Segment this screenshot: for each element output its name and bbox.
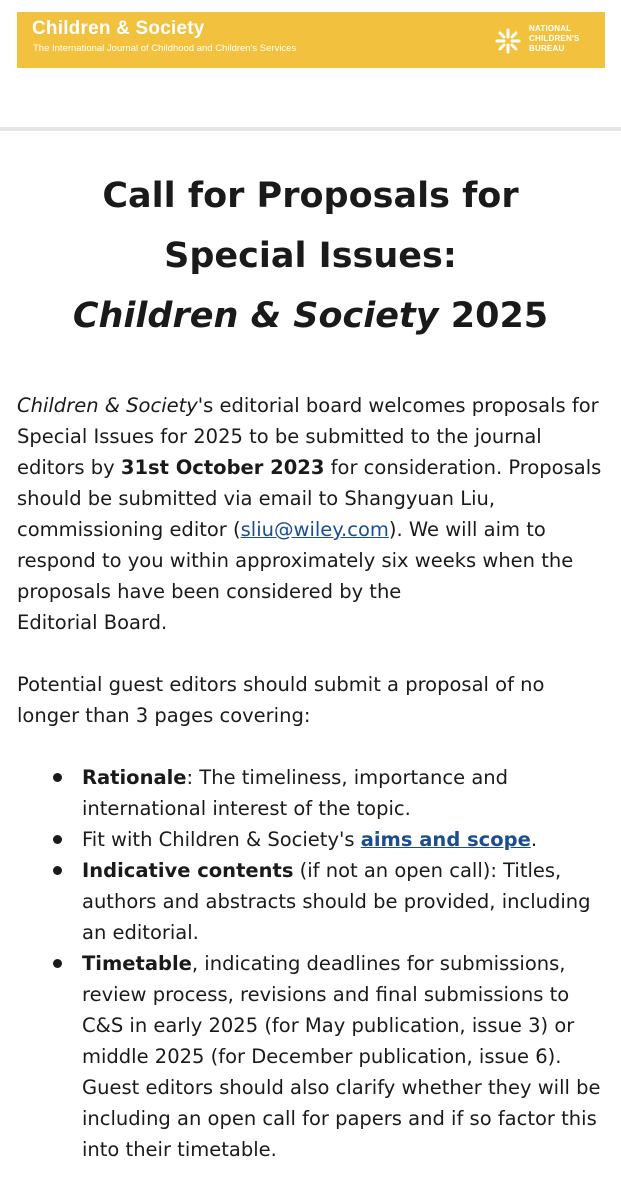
list-item: Rationale: The timeliness, importance and international interest of the topic.	[17, 762, 612, 824]
bullet-dot-icon	[53, 866, 62, 875]
journal-name: Children & Society	[32, 18, 205, 39]
list-item: Timetable, indicating deadlines for submissions, review process, revisions and final submissions to C&S in early 2025 (for May publication, issue 3) or middle 2025 (for December publication, issue 6). Guest editors should also clarify whether they will be including an open call for papers and if so factor this into their timetable.	[17, 948, 612, 1165]
email-link[interactable]: sliu@wiley.com	[240, 518, 389, 541]
publisher-name: NATIONAL CHILDREN'S BUREAU	[529, 24, 580, 53]
publisher-logo	[495, 20, 599, 60]
list-item: Fit with Children & Society's aims and scope.	[17, 824, 612, 855]
journal-subtitle: The International Journal of Childhood and Children's Services	[33, 43, 297, 54]
requirements-list	[17, 762, 612, 1165]
article-body	[17, 390, 612, 1165]
page-title: Call for Proposals for Special Issues: Children & Society 2025	[72, 176, 549, 336]
journal-banner	[17, 12, 605, 68]
intro-paragraph: Children & Society's editorial board welcomes proposals for Special Issues for 2025 to be submitted to the journal editors by 31st October 2023 for consideration. Proposals should be submitted via email to Shangyuan Liu, commissioning editor (sliu@wiley.com). We will aim to respond to you within approximately six weeks when the proposals have been considered by the Editorial Board.	[17, 394, 602, 634]
guest-editors-paragraph: Potential guest editors should submit a proposal of no longer than 3 pages covering:	[17, 673, 545, 727]
bullet-dot-icon	[53, 835, 62, 844]
list-item: Indicative contents (if not an open call): Titles, authors and abstracts should be provided, including an editorial.	[17, 855, 612, 948]
aims-and-scope-link[interactable]: aims and scope	[360, 828, 531, 851]
star-burst-icon	[495, 28, 521, 54]
bullet-dot-icon	[53, 773, 62, 782]
bullet-dot-icon	[53, 959, 62, 968]
divider	[0, 127, 621, 131]
